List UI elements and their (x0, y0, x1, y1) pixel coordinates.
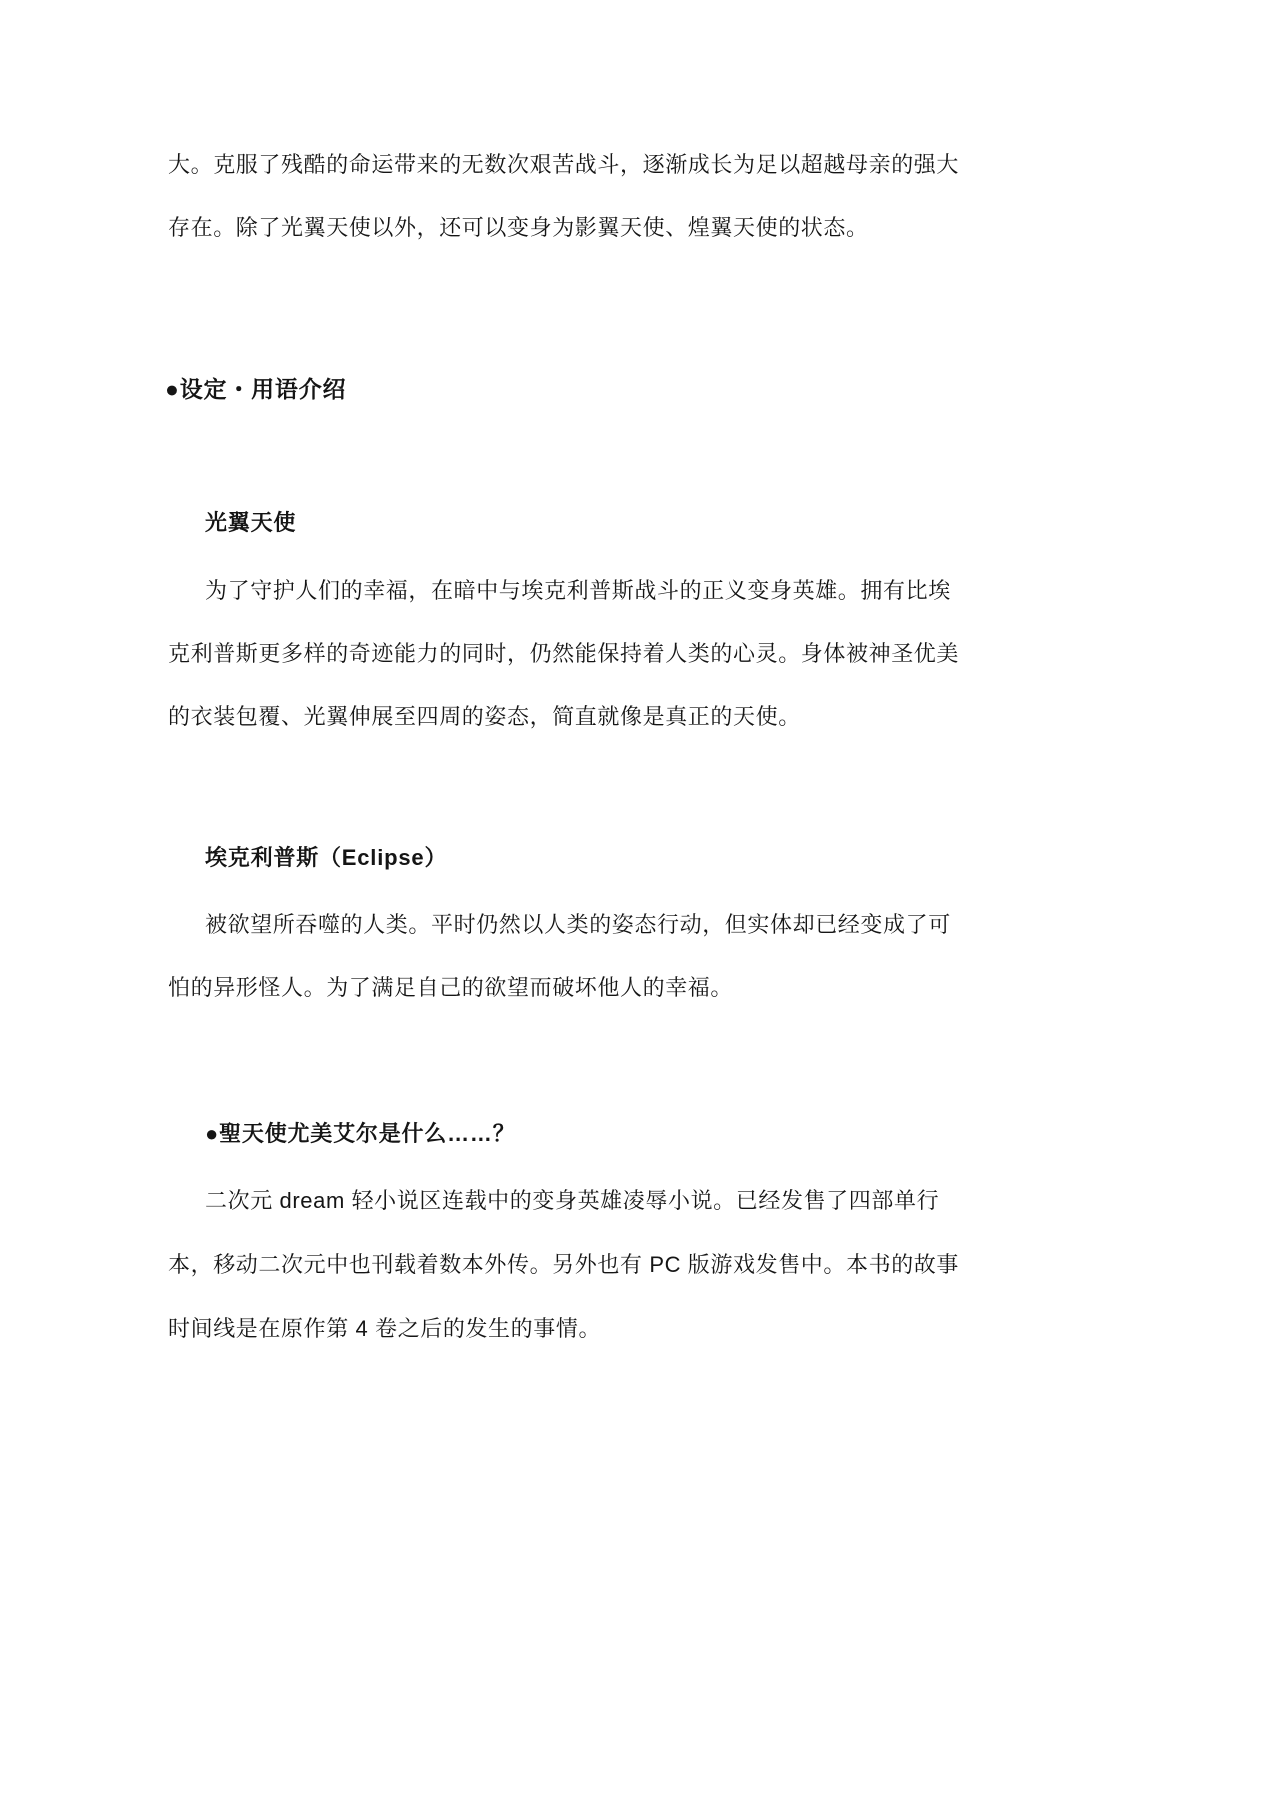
term-paragraph-line: 被欲望所吞噬的人类。平时仍然以人类的姿态行动，但实体却已经变成了可 (205, 912, 951, 937)
term-title: 光翼天使 (205, 510, 297, 535)
term-paragraph-line: 本，移动二次元中也刊载着数本外传。另外也有 PC 版游戏发售中。本书的故事 (168, 1252, 959, 1277)
intro-paragraph-line: 存在。除了光翼天使以外，还可以变身为影翼天使、煌翼天使的状态。 (168, 215, 869, 240)
term-paragraph-line: 为了守护人们的幸福，在暗中与埃克利普斯战斗的正义变身英雄。拥有比埃 (205, 578, 951, 603)
term-title: ●聖天使尤美艾尔是什么……？ (205, 1121, 516, 1146)
term-paragraph-line: 时间线是在原作第 4 卷之后的发生的事情。 (168, 1316, 602, 1341)
term-paragraph-line: 二次元 dream 轻小说区连载中的变身英雄凌辱小说。已经发售了四部单行 (205, 1188, 940, 1213)
section-heading: ●设定・用语介绍 (165, 376, 347, 402)
term-paragraph-line: 怕的异形怪人。为了满足自己的欲望而破坏他人的幸福。 (168, 975, 734, 1000)
term-paragraph-line: 的衣装包覆、光翼伸展至四周的姿态，简直就像是真正的天使。 (168, 704, 801, 729)
intro-paragraph-line: 大。克服了残酷的命运带来的无数次艰苦战斗，逐渐成长为足以超越母亲的强大 (168, 152, 960, 177)
term-paragraph-line: 克利普斯更多样的奇迹能力的同时，仍然能保持着人类的心灵。身体被神圣优美 (168, 641, 960, 666)
term-title: 埃克利普斯（Eclipse） (205, 845, 448, 870)
